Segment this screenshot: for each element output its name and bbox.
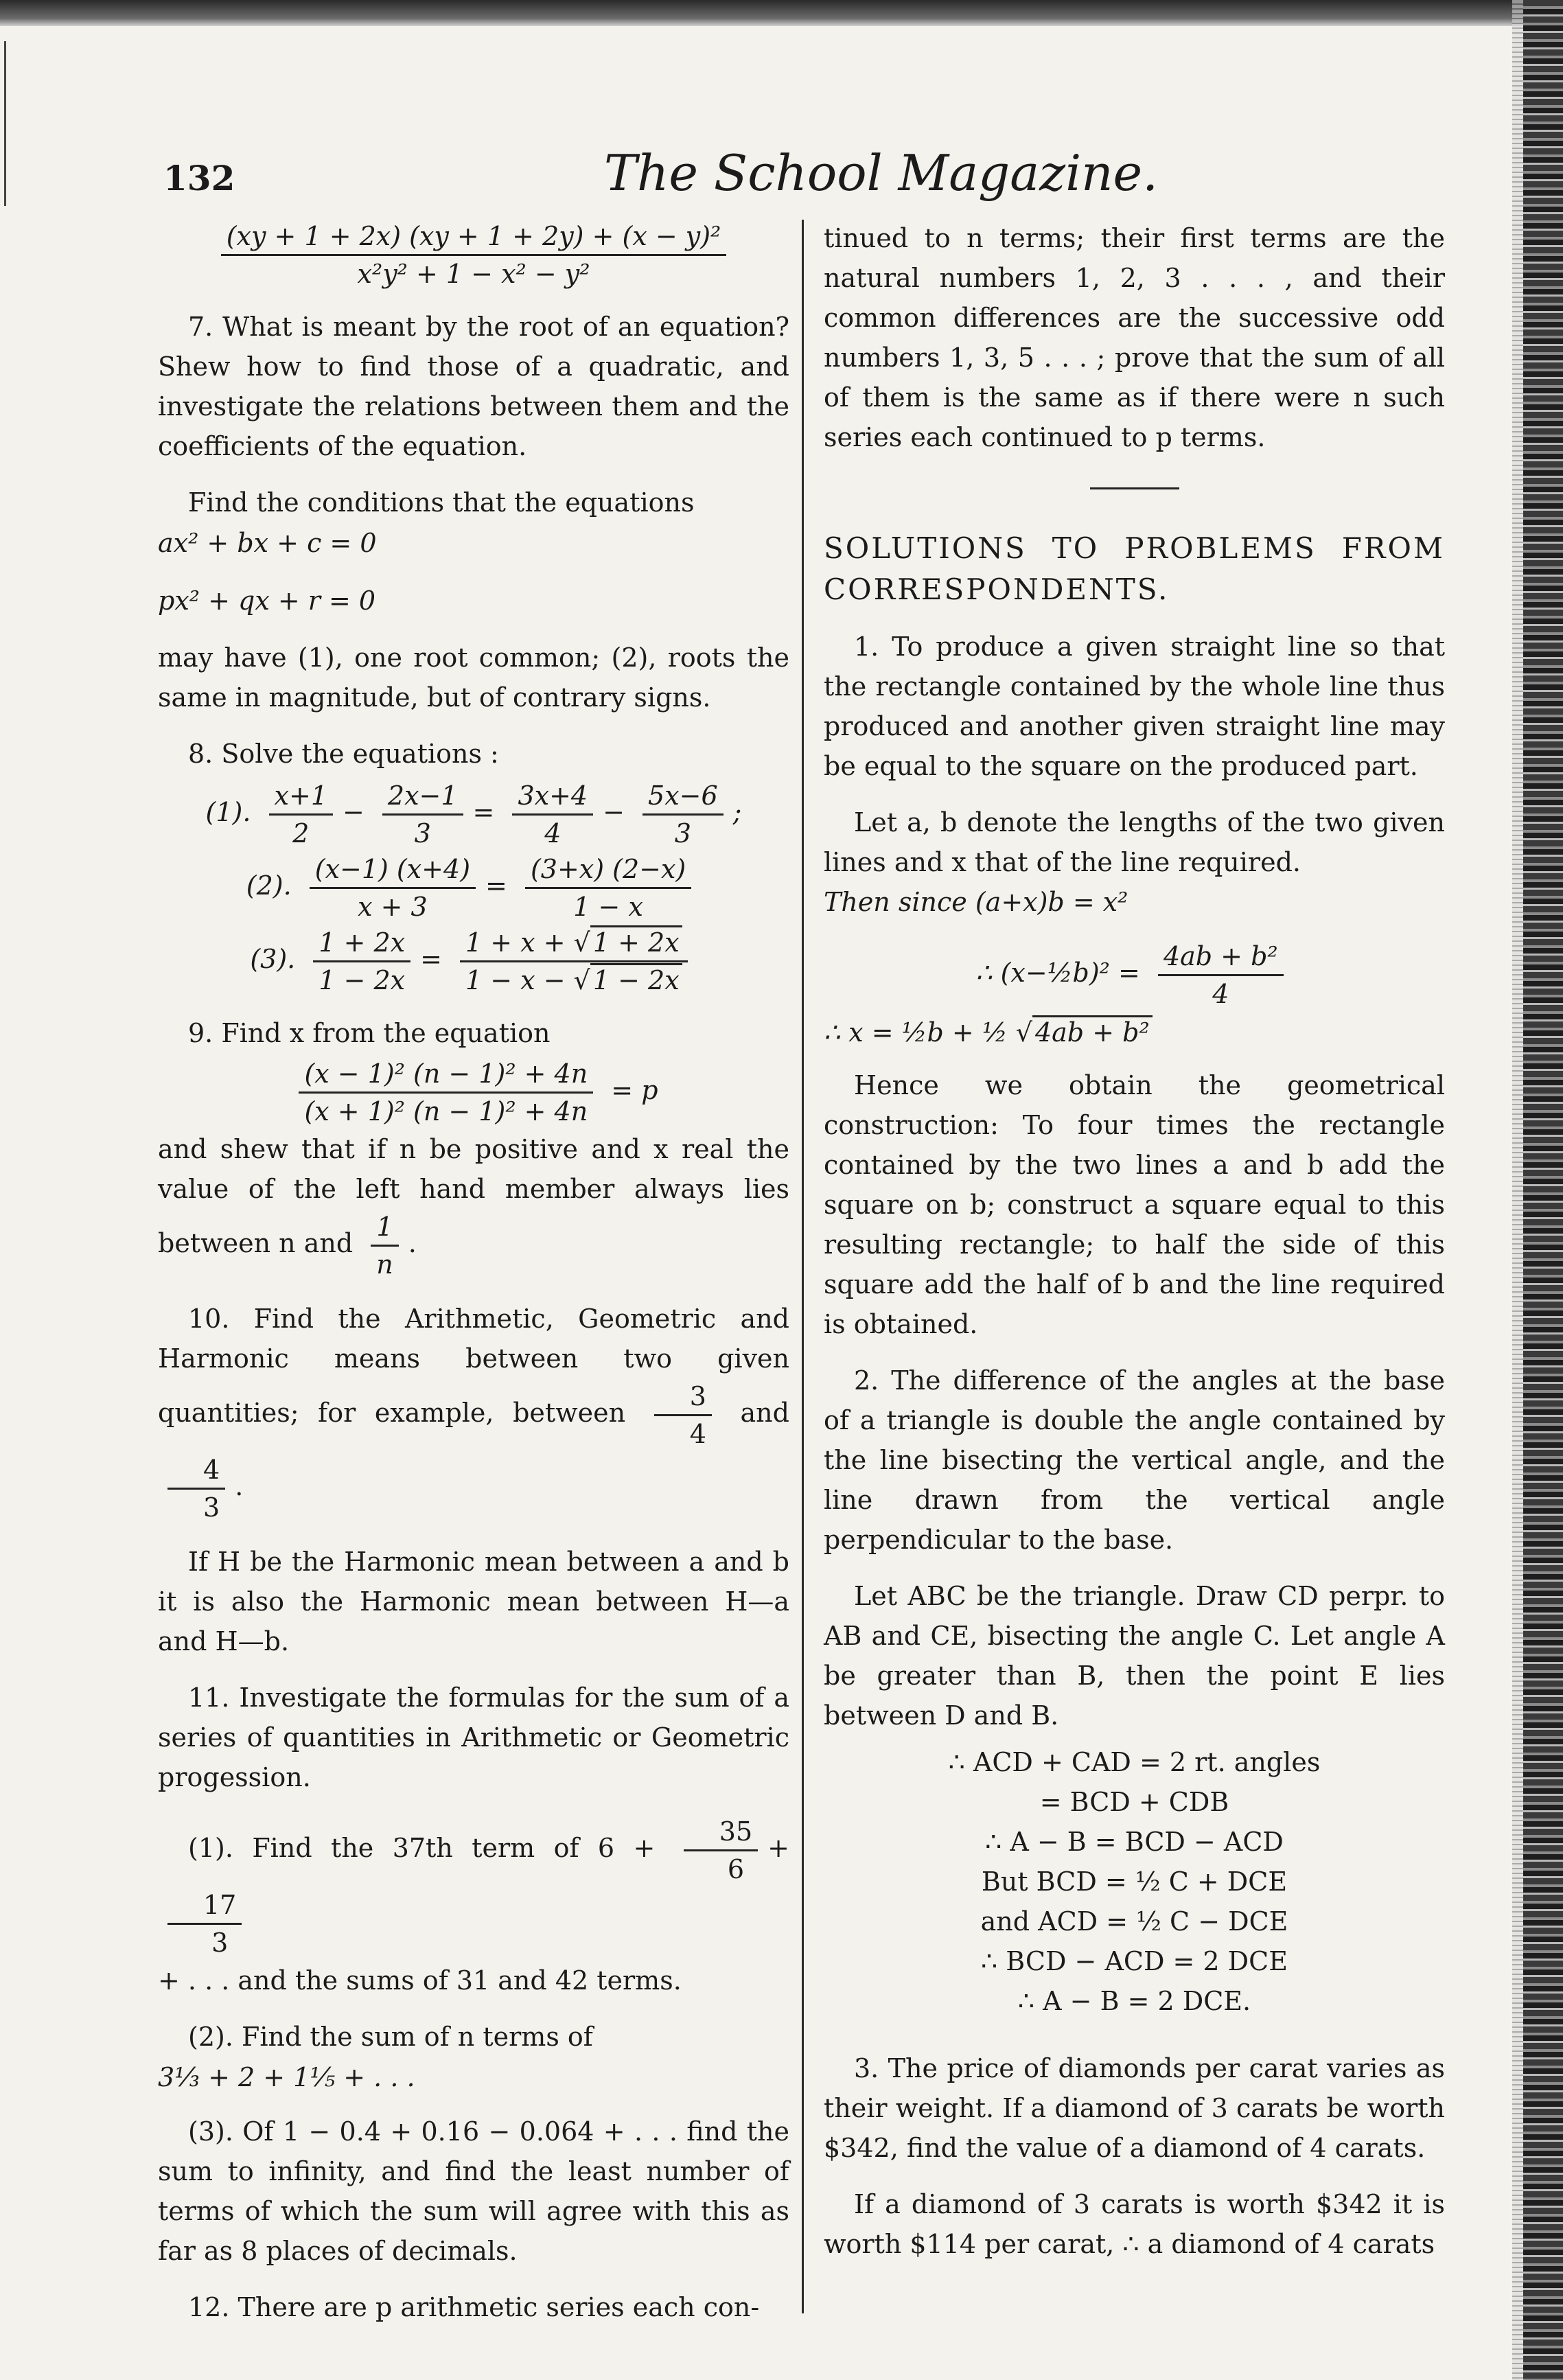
frac-den: 2 xyxy=(292,818,310,848)
question-10-tail: If H be the Harmonic mean between a and b it is also the Harmonic mean between H—a and H—b. xyxy=(158,1547,789,1656)
frac-num: 2x−1 xyxy=(382,778,463,816)
question-7-tail: may have (1), one root common; (2), roots the same in magnitude, but of contrary signs. xyxy=(158,643,789,713)
frac-num: 3 xyxy=(654,1378,712,1416)
frac-num: (3+x) (2−x) xyxy=(525,851,691,889)
expression-numerator: (xy + 1 + 2x) (xy + 1 + 2y) + (x − y)² xyxy=(221,218,727,256)
question-11-part-1-tail: + . . . and the sums of 31 and 42 terms. xyxy=(158,1965,682,1996)
question-10-body: 10. Find the Arithmetic, Geometric and Harmonic means between two given quantities; for example, between xyxy=(158,1304,789,1428)
expression-denominator: x²y² + 1 − x² − y² xyxy=(357,259,590,289)
frac-num: 4 xyxy=(167,1452,225,1490)
frac-num: 3x+4 xyxy=(512,778,593,816)
solution-1-equation-3: ∴ x = ½b + ½ √ 4ab + b² xyxy=(824,1012,1445,1053)
solution-2-step: = BCD + CDB xyxy=(1039,1787,1229,1817)
solution-2-question: 2. The difference of the angles at the base of a triangle is double the angle contained by the line bisecting the vertical angle, and the line drawn from the vertical angle perpendicular to the base. xyxy=(824,1365,1445,1555)
solution-2-step: ∴ BCD − ACD = 2 DCE xyxy=(981,1946,1288,1976)
expression-fraction xyxy=(158,218,789,292)
frac-den: 3 xyxy=(211,1928,229,1958)
section-title: SOLUTIONS TO PROBLEMS FROM CORRESPONDENTS. xyxy=(824,531,1445,606)
column-divider xyxy=(802,220,804,2313)
question-10: 10. Find the Arithmetic, Geometric and Harmonic means between two given quantities; for example, between $\frac{3}{4}$ and $\frac{4}{3}$ . xyxy=(158,1299,789,1525)
frac-den: 4 xyxy=(689,1419,706,1449)
part-label: (1). xyxy=(205,797,251,827)
frac-den: 4 xyxy=(1212,979,1229,1009)
question-9-title: 9. Find x from the equation xyxy=(188,1018,551,1048)
question-7-equation-2: px² + qx + r = 0 xyxy=(158,586,376,616)
question-11-part-2: (2). Find the sum of n terms of xyxy=(188,2022,593,2052)
frac-num: (x−1) (x+4) xyxy=(310,851,476,889)
running-title: The School Magazine. xyxy=(604,144,1159,202)
solution-2-step: and ACD = ½ C − DCE xyxy=(980,1906,1288,1937)
frac-num: 1 xyxy=(371,1209,398,1247)
part-label: (2). xyxy=(246,870,292,901)
radicand: 1 − 2x xyxy=(590,963,682,995)
frac-num: 4ab + b² xyxy=(1158,938,1284,976)
frac-den-part: 1 − x − xyxy=(465,965,574,995)
frac-num-part: 1 + x + xyxy=(465,927,574,958)
solution-1-then: Then since (a+x)b = x² xyxy=(824,887,1128,917)
solution-2-step: ∴ A − B = BCD − ACD xyxy=(985,1827,1284,1857)
frac-num: 17 xyxy=(167,1887,242,1925)
question-11-part-3: (3). Of 1 − 0.4 + 0.16 − 0.064 + . . . find the sum to infinity, and find the least number of terms of which the sum will agree with this as far as 8 places of decimals. xyxy=(158,2116,789,2266)
frac-den: 6 xyxy=(727,1854,745,1884)
question-11-part-2-series: 3⅓ + 2 + 1⅕ + . . . xyxy=(158,2062,415,2092)
solution-2-steps xyxy=(824,1742,1445,2021)
frac-den: x + 3 xyxy=(358,892,428,922)
scan-left-mark xyxy=(4,41,12,206)
solution-1-question: 1. To produce a given straight line so that the rectangle contained by the whole line thus produced and another given straight line may be equal to the square on the produced part. xyxy=(824,632,1445,781)
solution-3-question: 3. The price of diamonds per carat varies as their weight. If a diamond of 3 carats be worth $342, find the value of a diamond of 4 carats. xyxy=(824,2053,1445,2163)
scan-top-edge xyxy=(0,0,1563,26)
question-11: 11. Investigate the formulas for the sum of a series of quantities in Arithmetic or Geometric progession. xyxy=(158,1683,789,1792)
solution-3-answer: If a diamond of 3 carats is worth $342 it is worth $114 per carat, ∴ a diamond of 4 carats xyxy=(824,2189,1445,2259)
conjunction: and xyxy=(740,1398,789,1428)
question-9-equation xyxy=(158,1056,789,1129)
question-7-equation-1: ax² + bx + c = 0 xyxy=(158,528,377,558)
question-9-body: and shew that if n be positive and x real the value of the left hand member always lies between n and xyxy=(158,1134,789,1258)
question-12-start: 12. There are p arithmetic series each con- xyxy=(188,2292,760,2322)
frac-den: (x + 1)² (n − 1)² + 4n xyxy=(304,1096,588,1127)
question-8-title: 8. Solve the equations : xyxy=(188,739,499,769)
solution-2-step: But BCD = ½ C + DCE xyxy=(981,1867,1288,1897)
frac-num: 35 xyxy=(684,1814,758,1851)
scan-right-shadow xyxy=(1512,0,1523,2380)
frac-den: 3 xyxy=(674,818,691,848)
left-column xyxy=(158,218,789,2344)
frac-den: 3 xyxy=(203,1492,220,1523)
frac-num: 1 + 2x xyxy=(313,925,410,962)
question-7: 7. What is meant by the root of an equation? Shew how to find those of a quadratic, and investigate the relations between them and the coefficients of the equation. xyxy=(158,312,789,461)
solution-1-construction: Hence we obtain the geometrical construction: To four times the rectangle contained by the two lines a and b add the square on b; construct a square equal to this resulting rectangle; to half the side of this square add the half of b and the line required is obtained. xyxy=(824,1070,1445,1339)
equation-rhs: = p xyxy=(611,1075,658,1105)
frac-den: 1 − 2x xyxy=(319,965,406,995)
question-8-part-2: (2). $\frac{(x-1) (x+4)}{x + 3}$ = $\frac{(3+x) (2-x)}{1 - x}$ xyxy=(158,851,789,925)
question-12-continued: tinued to n terms; their first terms are the natural numbers 1, 2, 3 . . . , and their common differences are the successive odd numbers 1, 3, 5 . . . ; prove that the sum of all of them is the same as if there were n such series each continued to p terms. xyxy=(824,223,1445,452)
frac-den: 1 − x xyxy=(573,892,643,922)
question-8-part-3: (3). $\frac{1 + 2x}{1 - 2x}$ = $\frac{1 + x + √ 1 + 2x}{1 - x - √ 1 - 2x}$ xyxy=(158,925,789,998)
frac-num: x+1 xyxy=(269,778,333,816)
solution-1-equation-2 xyxy=(824,938,1445,1012)
radicand: 1 + 2x xyxy=(590,925,682,958)
solution-2-step: ∴ A − B = 2 DCE. xyxy=(1017,1986,1251,2016)
question-7-find: Find the conditions that the equations xyxy=(188,487,695,518)
part-label: (3). xyxy=(250,944,296,974)
solution-2-step: ∴ ACD + CAD = 2 rt. angles xyxy=(948,1747,1321,1777)
frac-den: 3 xyxy=(414,818,431,848)
question-9-text: and shew that if n be positive and x real the value of the left hand member always lies between n and $\frac{1}{n}$ . xyxy=(158,1129,789,1282)
equation-lhs: ∴ x = ½b + ½ xyxy=(824,1017,1016,1048)
question-11-part-1-lead: (1). Find the 37th term of 6 + xyxy=(188,1833,656,1863)
frac-num: 5x−6 xyxy=(642,778,723,816)
question-11-part-1: (1). Find the 37th term of 6 + $\frac{35}{6}$ + $\frac{17}{3}$ xyxy=(158,1814,789,1961)
question-8-part-1: (1). $\frac{x+1}{2}$ − $\frac{2x-1}{3}$ = $\frac{3x+4}{4}$ − $\frac{5x-6}{3}$ ; xyxy=(158,778,789,851)
right-column xyxy=(824,218,1445,2280)
solution-1-let: Let a, b denote the lengths of the two given lines and x that of the line required. xyxy=(824,807,1445,877)
frac-den: n xyxy=(376,1249,393,1280)
page-number: 132 xyxy=(163,158,235,198)
solution-2-let: Let ABC be the triangle. Draw CD perpr. to AB and CE, bisecting the angle C. Let angle A be greater than B, then the point E lies between D and B. xyxy=(824,1581,1445,1731)
scan-right-edge xyxy=(1523,0,1563,2380)
radicand: 4ab + b² xyxy=(1032,1015,1153,1048)
section-rule xyxy=(1090,487,1179,489)
equation-lhs: ∴ (x−½b)² = xyxy=(975,958,1140,988)
frac-den: 4 xyxy=(544,818,561,848)
frac-num: (x − 1)² (n − 1)² + 4n xyxy=(299,1056,593,1094)
